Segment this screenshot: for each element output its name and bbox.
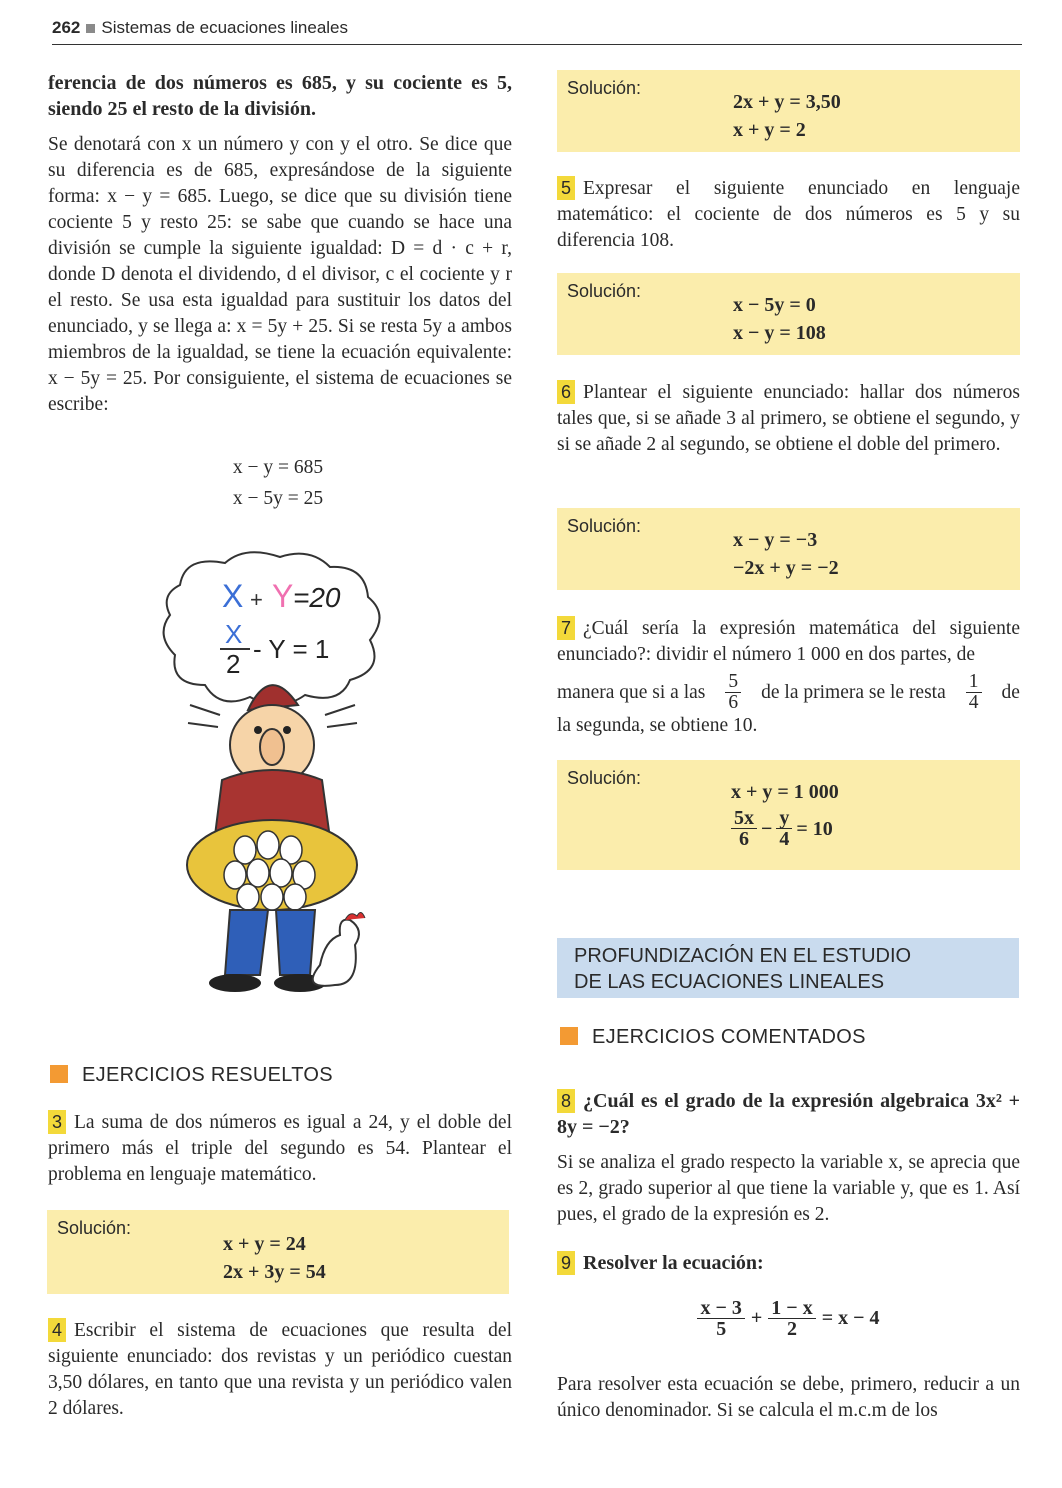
cartoon-eq1-rest: =20 <box>293 582 341 613</box>
exercise-7 <box>557 616 1020 739</box>
denominator: 6 <box>728 692 739 713</box>
cartoon-y: Y <box>272 578 294 614</box>
cartoon-x: X <box>222 578 244 614</box>
solution-box-4 <box>557 70 1020 152</box>
cartoon-frac-den: 2 <box>226 649 241 679</box>
chapter-title: Sistemas de ecuaciones lineales <box>101 18 349 37</box>
problem-continuation: ferencia de dos números es 685, y su cociente es 5, siendo 25 el resto de la división. <box>48 72 512 120</box>
exercise-text: ¿Cuál sería la expresión matemática del siguiente enunciado?: dividir el número 1 000 en dos partes, de <box>557 618 1020 665</box>
numerator: 1 − x <box>768 1298 815 1319</box>
band-line: PROFUNDIZACIÓN EN EL ESTUDIO <box>574 945 912 967</box>
band-line: DE LAS ECUACIONES LINEALES <box>574 971 885 993</box>
exercise-8 <box>557 1088 1020 1228</box>
equation: x − y = 685 <box>232 457 324 478</box>
equation: x + y = 24 <box>223 1233 306 1255</box>
running-header <box>52 18 1022 44</box>
fraction <box>731 808 757 849</box>
exercise-text: Escribir el sistema de ecuaciones que resulta del siguiente enunciado: dos revistas y un periódico cuestan 3,50 dólares, en tanto que una revista y un periódico valen 2 dólares. <box>48 1320 512 1419</box>
solution-equations <box>731 778 839 849</box>
exercise-text: Expresar el siguiente enunciado en lenguaje matemático: el cociente de dos números es 5 y su diferencia 108. <box>557 178 1020 251</box>
section-title: EJERCICIOS COMENTADOS <box>592 1026 866 1048</box>
solution-label: Solución: <box>567 768 642 788</box>
exercise-3 <box>48 1110 512 1188</box>
chapter-section-band <box>557 938 1019 998</box>
solution-label: Solución: <box>567 281 642 301</box>
fraction <box>768 1298 815 1339</box>
farmer-cartoon-illustration <box>150 545 400 1015</box>
numerator: 5 <box>725 672 741 693</box>
solution-box-6 <box>557 508 1020 590</box>
solution-equations <box>733 526 839 582</box>
exercise-title: Resolver la ecuación: <box>583 1252 764 1274</box>
explanation-paragraph: Se denotará con x un número y con y el otro. Se dice que su diferencia es de 685, expresándose de la siguiente forma: x − y = 685. Luego, se dice que su división tiene cociente 5 y resto 25: se sabe que cuando se hace una división se cumple la siguiente igualdad: D = d · c + r, donde D denota el dividendo, d el divisor, c el cociente y r el resto. Se usa esta igualdad para sustituir los datos del enunciado, y se llega a: x = 5y + 25. Si se resta 5y a ambos miembros de la igualdad, se tiene la ecuación equivalente: x − 5y = 25. Por consiguiente, el sistema de ecuaciones se escribe: <box>48 134 512 415</box>
header-square-icon <box>86 24 95 33</box>
text-fragment: de <box>1001 681 1020 703</box>
operator: + <box>750 1307 763 1329</box>
denominator: 6 <box>739 828 749 850</box>
exercise-title: ¿Cuál es el grado de la expresión algebraica 3x² + 8y = −2? <box>557 1090 1020 1138</box>
denominator: 4 <box>779 828 790 850</box>
exercise-text: Plantear el siguiente enunciado: hallar dos números tales que, si se añade 3 al primero, se obtiene el segundo, y si se añade 2 al segundo, se obtiene el doble del primero. <box>557 382 1020 455</box>
exercise-text: Si se analiza el grado respecto la variable x, se aprecia que es 2, grado superior al que tiene la variable y, que es 1. Así pues, el grado de la expresión es 2. <box>557 1152 1020 1225</box>
fraction <box>966 672 982 713</box>
equation: x + y = 1 000 <box>731 781 839 803</box>
solution-box-5 <box>557 273 1020 355</box>
exercise-number-badge: 6 <box>557 380 575 404</box>
solution-equations <box>733 88 841 144</box>
exercise-text: la segunda, se obtiene 10. <box>557 715 758 736</box>
cartoon-plus: + <box>250 587 263 612</box>
exercise-number-badge: 3 <box>48 1110 66 1134</box>
section-square-icon <box>50 1065 68 1083</box>
solution-label: Solución: <box>567 516 642 536</box>
numerator: y <box>776 808 792 829</box>
text-fragment: manera que si a las <box>557 681 706 703</box>
equation: x + y = 2 <box>733 119 806 141</box>
equation: 2x + 3y = 54 <box>223 1261 326 1283</box>
equation: x − y = −3 <box>733 529 818 551</box>
exercise-6 <box>557 380 1020 458</box>
denominator: 2 <box>787 1318 797 1340</box>
equation: x − y = 108 <box>733 322 826 344</box>
numerator: 1 <box>966 672 982 693</box>
exercise-number-badge: 9 <box>557 1251 575 1275</box>
exercise-number-badge: 8 <box>557 1089 575 1113</box>
exercise-number-badge: 4 <box>48 1318 66 1342</box>
denominator: 5 <box>716 1318 727 1340</box>
equation: 2x + y = 3,50 <box>733 91 841 113</box>
equation: −2x + y = −2 <box>733 557 839 579</box>
operator: − <box>761 817 773 840</box>
section-square-icon <box>560 1027 578 1045</box>
solution-label: Solución: <box>567 78 642 98</box>
cartoon-frac-num: X <box>225 619 243 649</box>
exercise-9 <box>557 1250 1020 1276</box>
right-hand-side: = x − 4 <box>821 1307 880 1329</box>
exercise-text: La suma de dos números es igual a 24, y el doble del primero más el triple del segundo es 54. Plantear el problema en lenguaje matemático. <box>48 1112 512 1185</box>
equation-9 <box>557 1298 1020 1339</box>
fraction <box>725 672 741 713</box>
solution-label: Solución: <box>57 1218 132 1238</box>
equation: x − 5y = 25 <box>232 488 324 509</box>
page-number: 262 <box>52 18 81 37</box>
solution-equations <box>223 1230 326 1286</box>
exercise-number-badge: 7 <box>557 616 575 640</box>
fraction <box>776 808 792 849</box>
equation-system <box>178 452 378 514</box>
fraction <box>697 1298 744 1339</box>
right-hand-side: = 10 <box>796 817 833 840</box>
equation <box>731 808 839 849</box>
solution-box-7 <box>557 760 1020 870</box>
left-column <box>48 70 512 418</box>
exercise-5 <box>557 176 1020 254</box>
header-rule <box>52 44 1022 45</box>
equation: x − 5y = 0 <box>733 294 816 316</box>
text-fragment: de la primera se le resta <box>761 681 946 703</box>
exercise-4 <box>48 1318 512 1422</box>
exercise-7-fraction-line <box>557 672 1020 713</box>
solution-equations <box>733 291 826 347</box>
exercise-9-text <box>557 1372 1020 1424</box>
section-heading-comentados <box>560 1026 866 1049</box>
exercise-number-badge: 5 <box>557 176 575 200</box>
solution-box-3 <box>47 1210 509 1294</box>
denominator: 4 <box>968 692 979 713</box>
cartoon-eq2-rest: - Y = 1 <box>253 634 330 664</box>
numerator: 5x <box>731 808 757 829</box>
numerator: x − 3 <box>697 1298 744 1319</box>
section-heading-resueltos <box>50 1064 333 1087</box>
exercise-text: Para resolver esta ecuación se debe, primero, reducir a un único denominador. Si se calcula el m.c.m de los <box>557 1374 1020 1421</box>
section-title: EJERCICIOS RESUELTOS <box>82 1064 333 1086</box>
